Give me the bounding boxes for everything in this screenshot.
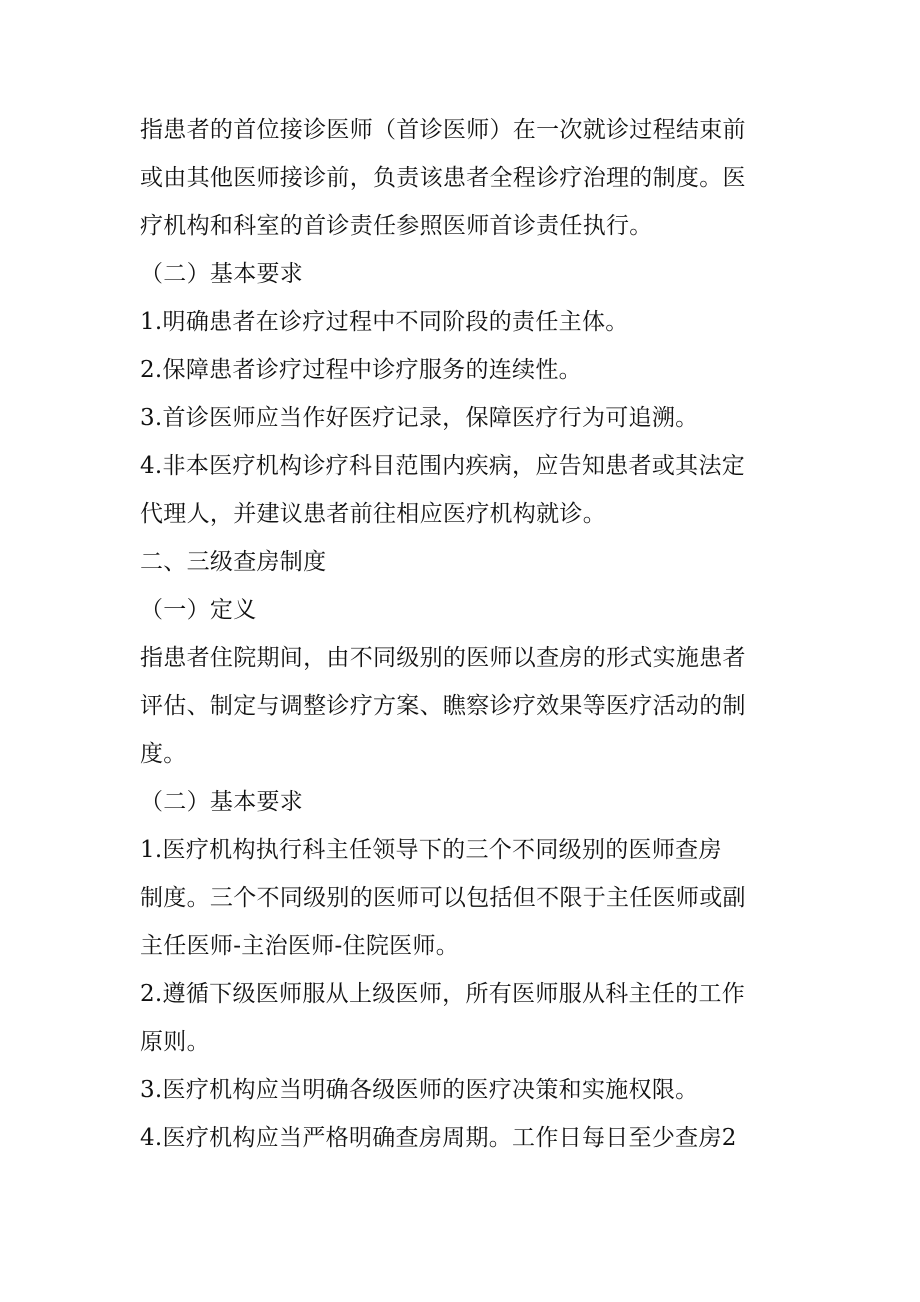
chapter-heading: 二、三级查房制度 bbox=[140, 549, 327, 575]
paragraph-line: 评估、制定与调整诊疗方案、瞧察诊疗效果等医疗活动的制 bbox=[140, 693, 746, 719]
list-item: 1.医疗机构执行科主任领导下的三个不同级别的医师查房 bbox=[140, 837, 722, 863]
document-body bbox=[140, 106, 790, 1162]
paragraph-line: 指患者的首位接诊医师（首诊医师）在一次就诊过程结束前 bbox=[140, 117, 746, 143]
list-item-continuation: 原则。 bbox=[140, 1029, 210, 1055]
section-heading: （一）定义 bbox=[140, 597, 257, 623]
list-item: 2.遵循下级医师服从上级医师，所有医师服从科主任的工作 bbox=[140, 981, 746, 1007]
paragraph-line: 疗机构和科室的首诊责任参照医师首诊责任执行。 bbox=[140, 213, 653, 239]
paragraph-line: 或由其他医师接诊前，负责该患者全程诊疗治理的制度。医 bbox=[140, 165, 746, 191]
paragraph-line: 指患者住院期间，由不同级别的医师以查房的形式实施患者 bbox=[140, 645, 746, 671]
section-heading: （二）基本要求 bbox=[140, 261, 304, 287]
paragraph-line: 度。 bbox=[140, 741, 187, 767]
list-item-continuation: 主任医师-主治医师-住院医师。 bbox=[140, 933, 460, 959]
list-item-continuation: 制度。三个不同级别的医师可以包括但不限于主任医师或副 bbox=[140, 885, 746, 911]
list-item: 4.医疗机构应当严格明确查房周期。工作日每日至少查房2 bbox=[140, 1125, 737, 1151]
list-item: 4.非本医疗机构诊疗科目范围内疾病，应告知患者或其法定 bbox=[140, 453, 746, 479]
list-item: 1.明确患者在诊疗过程中不同阶段的责任主体。 bbox=[140, 309, 629, 335]
list-item-continuation: 代理人，并建议患者前往相应医疗机构就诊。 bbox=[140, 501, 606, 527]
section-heading: （二）基本要求 bbox=[140, 789, 304, 815]
list-item: 2.保障患者诊疗过程中诊疗服务的连续性。 bbox=[140, 357, 582, 383]
list-item: 3.首诊医师应当作好医疗记录，保障医疗行为可追溯。 bbox=[140, 405, 699, 431]
list-item: 3.医疗机构应当明确各级医师的医疗决策和实施权限。 bbox=[140, 1077, 699, 1103]
